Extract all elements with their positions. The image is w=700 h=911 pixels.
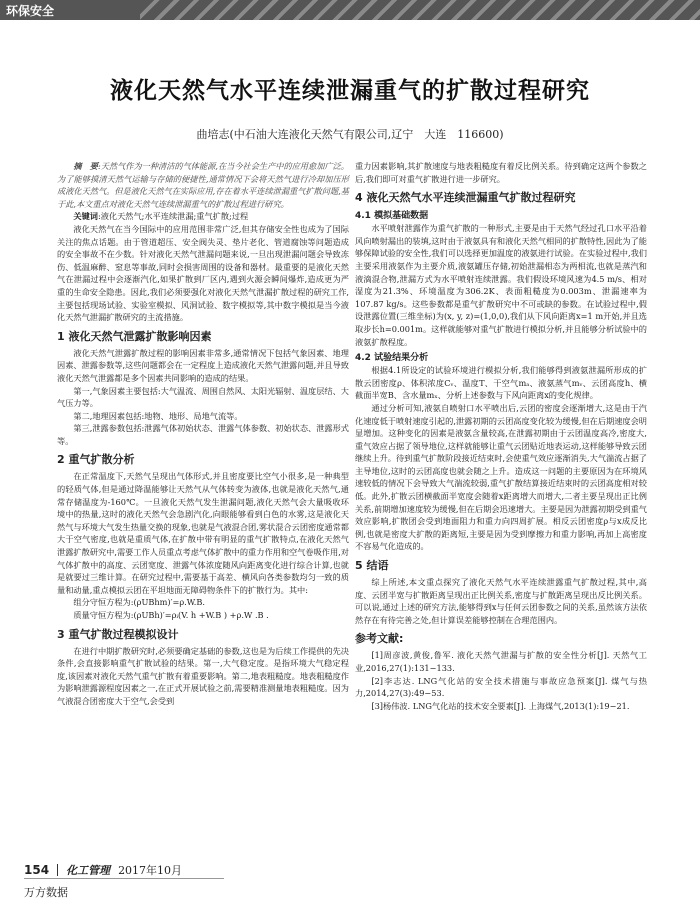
issue-date: 2017年10月 bbox=[118, 864, 183, 877]
abstract bbox=[57, 160, 349, 210]
right-column bbox=[355, 160, 647, 712]
paragraph: 在正常温度下,天然气呈现出气体形式,并且密度要比空气小很多,是一种典型的轻质气体,但是通过降温能够让天然气从气体转变为液体,也就是液化天然气,通常存储温度为-160℃。一旦液化天然气发生泄漏问题,液化天然气会大量吸收环境中的热量,这时的液化天然气会急剧汽化,向眼能够看到白色的水雾,这是液化天然气与环境大气发生热量交换的现象,也就是气液混合团,雾状混合云团密度通常都大于空气密度,也就是重质气体,在扩散中带有明显的重气扩散特点,在液化天然气泄露扩散研究中,需要工作人员重点考虑气体扩散中的重力作用和空气卷吸作用,对气体扩散中的高度、云团宽度、泄露气体浓度随风向距离变化进行综合计算,也就是就要过三维计算。在研究过程中,需要基于高差、横风向各类参数均匀一致的质量和动量,重点模拟云团在平坦地面无障碍物条件下的扩散行为。其中: bbox=[57, 471, 349, 595]
section-1-heading: 1 液化天然气泄露扩散影响因素 bbox=[57, 329, 212, 343]
equation-1: 组分守恒方程为:(ρUBhm)′=ρ.W.B. bbox=[73, 597, 205, 608]
abstract-label: 摘 要 bbox=[73, 161, 98, 171]
banner-stripes bbox=[140, 0, 700, 20]
footer-divider bbox=[57, 864, 58, 876]
section-2-heading: 2 重气扩散分析 bbox=[57, 453, 135, 467]
page-footer bbox=[24, 862, 182, 878]
footer-rule bbox=[24, 878, 224, 879]
section-4-heading: 4 液化天然气水平连续泄漏重气扩散过程研究 bbox=[355, 191, 576, 205]
paragraph: 第三,泄露参数包括:泄露气体初始状态、泄露气体参数、初始状态、泄露形式等。 bbox=[57, 423, 349, 446]
keywords-text: :液化天然气;水平连续泄漏;重气扩散;过程 bbox=[97, 211, 249, 222]
subsection-4-2-heading: 4.2 试验结果分析 bbox=[355, 353, 429, 364]
paragraph: 重力因素影响,其扩散速度与地表粗糙度有着反比例关系。待到确定这两个参数之后,我们即可对重气扩散进行进一步研究。 bbox=[355, 161, 647, 184]
section-label: 环保安全 bbox=[6, 4, 55, 18]
paragraph: 根据4.1所设定的试验环境进行模拟分析,我们能够得到液氨泄漏所形成的扩散云团密度ρ、体积浓度Cᵥ、温度T、干空气mₐ、液氨蒸气mᵥ、云团高度h、横截面半宽B、含水量mₓ、分析上述参数与下风向距离x的变化规律。 bbox=[355, 365, 647, 401]
subsection-4-1-heading: 4.1 模拟基础数据 bbox=[355, 211, 429, 222]
reference-item: [1]周彦波,黄俊,鲁军. 液化天然气泄漏与扩散的安全性分析[J]. 天然气工业,2016,27(1):131−133. bbox=[355, 650, 647, 673]
paragraph: 综上所述,本文重点探究了液化天然气水平连续泄露重气扩散过程,其中,高度、云团半宽与扩散距离呈现出正比例关系,密度与扩散距离呈现出反比例关系。可以说,通过上述的研究方法,能够得到x与任何云团参数之间的关系,虽然该方法依然存在有待完善之处,但计算误差能够控制在合理范围内。 bbox=[355, 577, 647, 625]
paragraph: 液化天然气泄露扩散过程的影响因素非常多,通常情况下包括气象因素、地理因素、泄露参数等,这些问题都会在一定程度上造成液化天然气泄露问题,并且导致液化天然气泄露都是多个因素共同影响的造成的结果。 bbox=[57, 347, 349, 383]
paragraph: 第一,气象因素主要包括:大气温流、周围自然风、太阳光辐射、温度层结、大气压力等。 bbox=[57, 385, 349, 409]
reference-item: [3]杨伟波. LNG气化站的技术安全要素[J]. 上海煤气,2013(1):19−21. bbox=[371, 700, 630, 711]
equation-2: 质量守恒方程为:(ρUBh)′=ρᵢ(V. h +W.B ) +ρ.W .B . bbox=[73, 610, 269, 620]
section-3-heading: 3 重气扩散过程模拟设计 bbox=[57, 627, 179, 641]
left-column bbox=[57, 160, 349, 708]
section-5-heading: 5 结语 bbox=[355, 559, 389, 573]
references-heading: 参考文献: bbox=[355, 632, 404, 646]
article-title: 液化天然气水平连续泄漏重气的扩散过程研究 bbox=[110, 78, 590, 104]
paragraph: 通过分析可知,液氨自喷射口水平喷出后,云团的密度会逐渐增大,这是由于汽化速度低于喷射速度引起的,泄露初期的云团高度变化较为缓慢,但在后期速度会明显增加。这种变化的因素是液氨含量较高,在泄露初期由于云团温度高冷,密度大,重气效应占据了领导地位,这样就能够让重气云团贴近地表运动,这样能够导致云团继续上升。待到重气扩散阶段接近结束时,会使重气效应逐渐消失,大气湍流占据了主导地位,这时的云团高度也就会随之上升。造成这一问题的主要原因为在环境风速较低的情况下会导致大气湍流较弱,重气扩散结算接近结束时的云团高度相对较低。此外,扩散云团横截面半宽度会随着x距离增大而增大,二者主要呈现出正比例关系,前期增加速度较为缓慢,但在后期会迅速增大。主要是因为泄露初期受到重气效应影响,扩散团会受到地面阻力和重力向四周扩展。相反云团密度ρ与x成反比例,也就是密度大扩散的距离短,主要是因为受到摩擦力和重力影响,再加上高密度不容易气化造成的。 bbox=[355, 402, 647, 552]
source-watermark: 万方数据 bbox=[24, 886, 68, 899]
keywords bbox=[57, 210, 349, 223]
paragraph: 水平喷射泄露作为重气扩散的一种形式,主要是由于天然气经过孔口水平沿着风向喷射漏出的装填,这时由于液氨具有和液化天然气相同的扩散特性,因此为了能够保障试验的安全性,我们可以选择更加温度的液氨进行试验。在实验过程中,我们主要采用液氨作为主要介质,液氨罐压存储,初始泄漏相态为两相流,也就是蒸汽和液滴混合物,泄漏方式为水平喷射连续泄露。我们假设环境风速为4.5 m/s、相对湿度为21.3%、环境温度为306.2K、表面粗糙度为0.003m、泄漏速率为107.87 kg/s。这些参数都是重气扩散研究中不可或缺的参数。在试验过程中,假设泄露位置(三维坐标)为(x, y, z)=(1,0,0),我们从下风向距离x=1 m开始,并且选取步长h=0.001m。这样就能够对重气扩散进行模拟分析,并且能够分析试验中的液氨扩散程度。 bbox=[355, 223, 647, 347]
intro-paragraph: 液化天然气在当今国际中的应用范围非常广泛,但其存储安全性也成为了国际关注的焦点话题。由于管道超压、安全阀失灵、垫片老化、管道腐蚀等问题造成的安全事故不在少数。针对液化天然气泄漏问题来说,一旦出现泄漏问题会导致冻伤、低温麻醉、窒息等事故,同时会损害周围的设备和器材。最重要的是液化天然气在泄漏过程中会逐渐汽化,如果扩散到厂区内,遇到火源会瞬间爆炸,造成更为严重的生命安全隐患。因此,我们必须要强化对液化天然气泄漏扩散过程的研究工作,主要包括现场试验、实验室模拟、风洞试验、数字模拟等,其中数字模拟是当今液化天然气泄漏扩散研究的主流措施。 bbox=[57, 223, 349, 323]
paragraph: 在进行中期扩散研究时,必须要确定基础的参数,这也是为后续工作提供的先决条件,会直接影响重气扩散试验的结果。第一,大气稳定度。是指环境大气稳定程度,该因素对液化天然气重气扩散有着重要影响。第二,地表粗糙度。地表粗糙度作为影响泄露源程度因素之一,在正式开展试验之前,需要精准测量地表粗糙度。因为气液混合团密度大于空气,会受到 bbox=[57, 645, 349, 706]
keywords-label: 关键词 bbox=[73, 211, 98, 222]
journal-name: 化工管理 bbox=[66, 864, 111, 877]
page-number: 154 bbox=[24, 863, 50, 877]
section-banner bbox=[0, 0, 700, 20]
author-line: 曲培志(中石油大连液化天然气有限公司,辽宁 大连 116600) bbox=[196, 128, 504, 141]
reference-item: [2]李志达. LNG气化站的安全技术措施与事故应急预案[J]. 煤气与热力,2014,27(3):49−53. bbox=[355, 675, 647, 699]
abstract-text: :天然气作为一种清洁的气体能源,在当今社会生产中的应用愈加广泛。为了能够摸清天然气运输与存储的便捷性,通常情况下会将天然气进行冷却加压形成液化天然气。但是液化天然气在实际应用,存在着水平连续泄漏重气扩散问题,基于此,本文重点对液化天然气连续泄漏重气的扩散过程进行研究。 bbox=[57, 161, 349, 209]
paragraph: 第二,地理因素包括:地物、地形、局地气流等。 bbox=[73, 410, 243, 421]
